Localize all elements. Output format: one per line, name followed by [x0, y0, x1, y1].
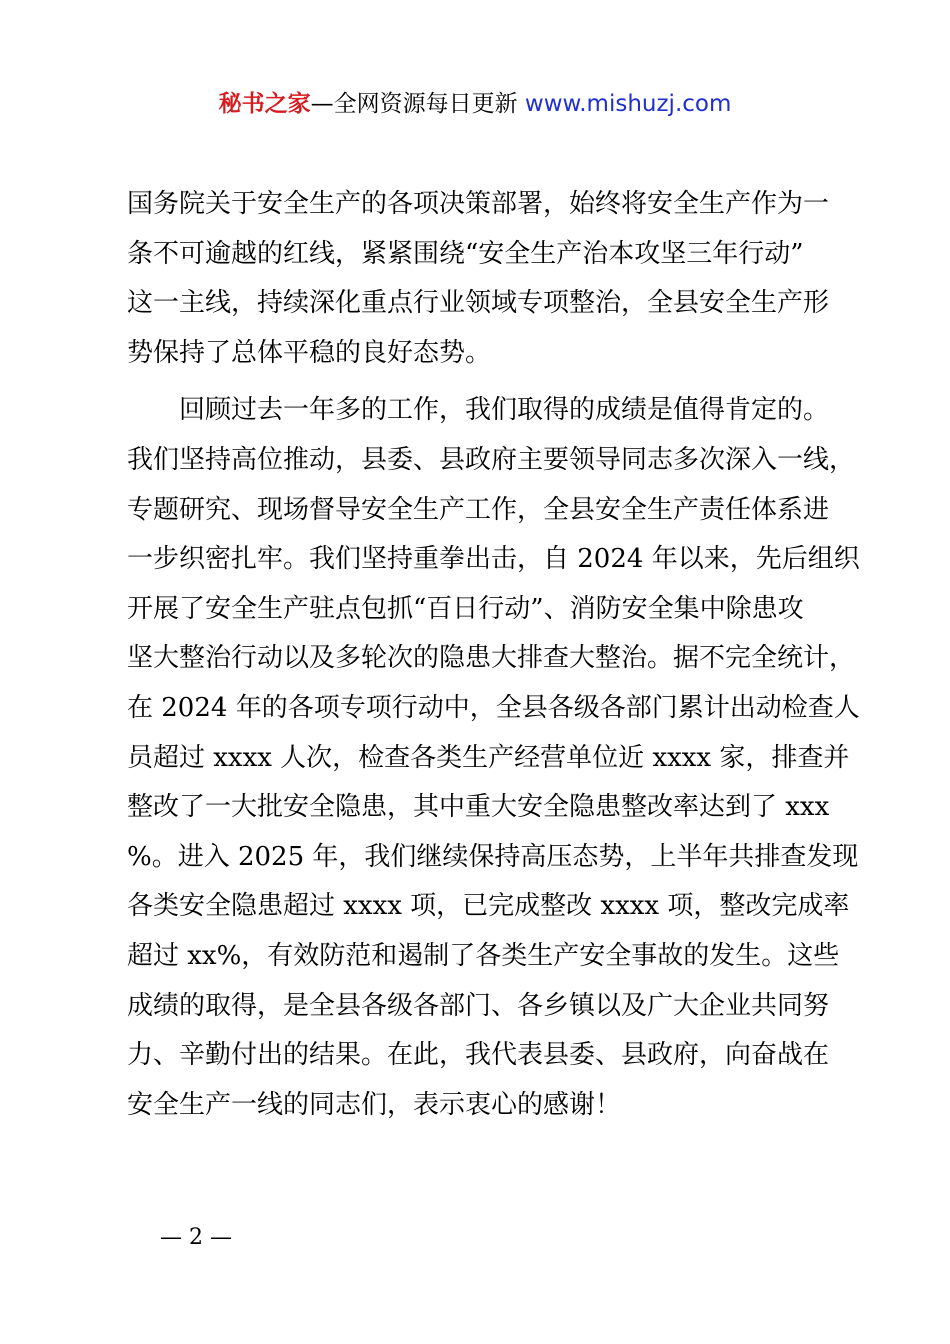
paragraph-gap — [127, 378, 832, 386]
text-line: 整改了一大批安全隐患，其中重大安全隐患整改率达到了 xxx — [127, 792, 830, 823]
text-line: 开展了安全生产驻点包抓“百日行动”、消防安全集中除患攻 — [127, 593, 804, 624]
text-line: 各类安全隐患超过 xxxx 项，已完成整改 xxxx 项，整改完成率 — [127, 891, 850, 922]
text-line: 这一主线，持续深化重点行业领域专项整治，全县安全生产形 — [127, 288, 830, 319]
text-line: 条不可逾越的红线，紧紧围绕“安全生产治本攻坚三年行动” — [127, 238, 804, 269]
body-text — [127, 180, 860, 1130]
site-url-link[interactable]: www.mishuzj.com — [524, 91, 732, 117]
page-number: — 2 — — [160, 1225, 232, 1250]
page-header — [0, 86, 950, 122]
text-line: 回顾过去一年多的工作，我们取得的成绩是值得肯定的。 — [179, 395, 830, 426]
text-line: 国务院关于安全生产的各项决策部署，始终将安全生产作为一 — [127, 189, 830, 219]
text-line: %。进入 2025 年，我们继续保持高压态势，上半年共排查发现 — [127, 841, 859, 872]
header-slogan: —全网资源每日更新 — [310, 91, 518, 117]
paragraph-1 — [127, 180, 832, 378]
text-line: 坚大整治行动以及多轮次的隐患大排查大整治。据不完全统计， — [127, 643, 856, 674]
text-line: 超过 xx%，有效防范和遏制了各类生产安全事故的发生。这些 — [127, 940, 840, 971]
brand-name: 秘书之家 — [218, 91, 311, 117]
text-line: 一步织密扎牢。我们坚持重拳出击，自 2024 年以来，先后组织 — [127, 544, 860, 575]
text-line: 力、辛勤付出的结果。在此，我代表县委、县政府，向奋战在 — [127, 1040, 830, 1071]
text-line: 成绩的取得，是全县各级各部门、各乡镇以及广大企业共同努 — [127, 990, 830, 1021]
paragraph-2 — [127, 386, 860, 1130]
text-line: 安全生产一线的同志们，表示衷心的感谢！ — [127, 1089, 622, 1120]
text-line: 员超过 xxxx 人次，检查各类生产经营单位近 xxxx 家，排查并 — [127, 742, 850, 773]
text-line: 在 2024 年的各项专项行动中，全县各级各部门累计出动检查人 — [127, 692, 860, 723]
text-line: 我们坚持高位推动，县委、县政府主要领导同志多次深入一线， — [127, 444, 856, 475]
text-line: 专题研究、现场督导安全生产工作，全县安全生产责任体系进 — [127, 494, 830, 525]
text-line: 势保持了总体平稳的良好态势。 — [127, 337, 492, 368]
